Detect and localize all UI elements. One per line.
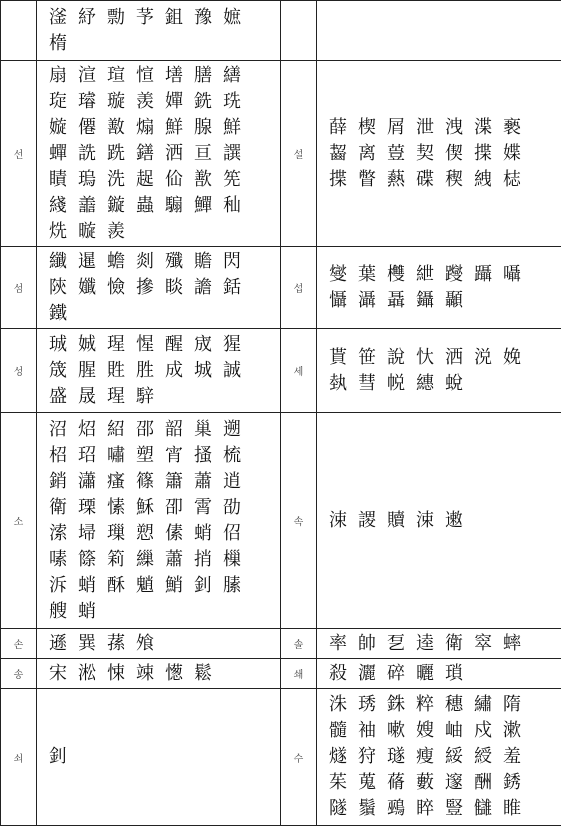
reading-label-right: 섭: [281, 247, 317, 329]
hanja-cell-right: 洙琇銖粹穗繡隋髓袖嗽嫂岫戍漱燧狩璲瘦綏綬羞茱蒐蓨藪邃酬銹隧鬚鵐睟豎讎睢: [317, 689, 561, 826]
hanja-cell-right: 殺灑碎曬瑣: [317, 659, 561, 689]
hanja-cell-left: 宋淞悚竦憽鬆: [37, 659, 281, 689]
hanja-cell-left: 扇渲瑄愃墡膳繕琁璿璇羡嬋銑珗嫙僊敾煽鮮腺鮮蟬詵跣鐥洒亘譔瞔瑦洗趗佡歚筅綫譱鏇蟲騸鱓秈烍暶羨: [37, 61, 281, 247]
table-row: [1, 413, 561, 629]
reading-label-left: 소: [1, 413, 37, 629]
reading-label-left: 선: [1, 61, 37, 247]
reading-label-right: [281, 1, 317, 61]
reading-label-left: 손: [1, 629, 37, 659]
reading-label-right: 세: [281, 329, 317, 413]
reading-label-left: [1, 1, 37, 61]
table-row: [1, 329, 561, 413]
hanja-cell-right: 涑謖贖涑遫: [317, 413, 561, 629]
reading-label-left: 쇠: [1, 689, 37, 826]
hanja-cell-right: [317, 1, 561, 61]
hanja-cell-left: 遜巽蓀飧: [37, 629, 281, 659]
hanja-cell-right: 燮葉欆紲躞躡囁懾灄聶鑷顳: [317, 247, 561, 329]
reading-label-right: 설: [281, 61, 317, 247]
reading-label-left: 송: [1, 659, 37, 689]
table-row: [1, 629, 561, 659]
hanja-cell-left: 滏紓勡芧鉏豫嫬楕: [37, 1, 281, 61]
hanja-cell-left: 釗: [37, 689, 281, 826]
hanja-cell-right: 薛楔屑泄洩渫褻齧离䔇契偰揲媟揲瞥爇碟稧絏梽: [317, 61, 561, 247]
table-row: [1, 659, 561, 689]
table-row: [1, 689, 561, 826]
hanja-cell-right: 率帥乭逵衛窣蟀: [317, 629, 561, 659]
reading-label-right: 수: [281, 689, 317, 826]
hanja-cell-right: 貰笹說忕洒涚娩埶彗帨繐蛻: [317, 329, 561, 413]
reading-label-left: 섬: [1, 247, 37, 329]
reading-label-right: 솔: [281, 629, 317, 659]
table-row: [1, 61, 561, 247]
table-row: [1, 247, 561, 329]
reading-label-left: 성: [1, 329, 37, 413]
reading-label-right: 속: [281, 413, 317, 629]
reading-label-right: 쇄: [281, 659, 317, 689]
table-row: [1, 1, 561, 61]
hanja-cell-left: 沼炤紹邵韶巢遡柖玿嘯塑宵搔梳銷瀟瘙篠簫蕭逍衛瑮愫穌卲霄劭溹埽璅愬傃蛸佋嗉篨筣繅蕭捎樔泝蛸酥魈鮹釗膆艘蛸: [37, 413, 281, 629]
hanja-cell-left: 珹娍瑆惺醒宬猩筬腥貹胜成城誠盛晟瑆騂: [37, 329, 281, 413]
hanja-cell-left: 纖暹蟾剡殲贍閃陝孅憸摻睒譫銛鐵: [37, 247, 281, 329]
